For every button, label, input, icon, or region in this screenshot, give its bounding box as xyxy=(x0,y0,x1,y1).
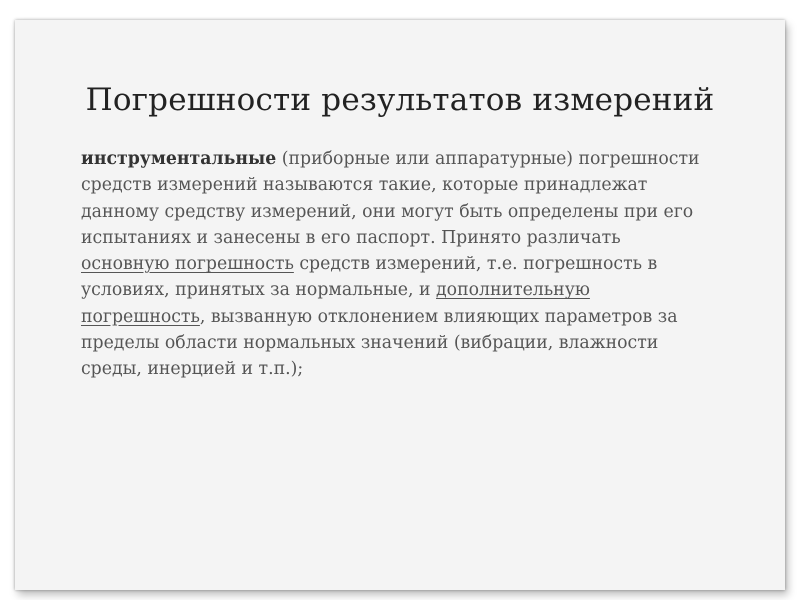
term-instrumental: инструментальные xyxy=(81,149,277,169)
line-text: (приборные или аппаратурные) погрешности xyxy=(276,149,700,169)
paragraph-line xyxy=(81,277,721,303)
body-paragraph xyxy=(81,146,721,383)
term-basic-error: основную погрешность xyxy=(81,254,294,275)
slide-paper xyxy=(15,20,785,590)
term-error: погрешность xyxy=(81,306,200,327)
paragraph-line: данному средству измерений, они могут быть определены при его xyxy=(81,201,694,222)
paragraph-line xyxy=(81,146,721,172)
paragraph-line xyxy=(81,251,721,277)
paragraph-line: испытаниях и занесены в его паспорт. Принято различать xyxy=(81,227,621,248)
term-additional: дополнительную xyxy=(436,280,590,301)
slide-title: Погрешности результатов измерений xyxy=(85,82,715,118)
line-text: средств измерений, т.е. погрешность в xyxy=(293,254,658,275)
paragraph-line xyxy=(81,304,721,330)
paragraph-line: среды, инерцией и т.п.); xyxy=(81,359,304,380)
line-text: , вызванную отклонением влияющих параметров за xyxy=(199,306,678,327)
paragraph-line: пределы области нормальных значений (вибрации, влажности xyxy=(81,333,659,354)
line-text: условиях, принятых за нормальные, и xyxy=(81,280,437,301)
paragraph-line: средств измерений называются такие, которые принадлежат xyxy=(81,175,648,196)
